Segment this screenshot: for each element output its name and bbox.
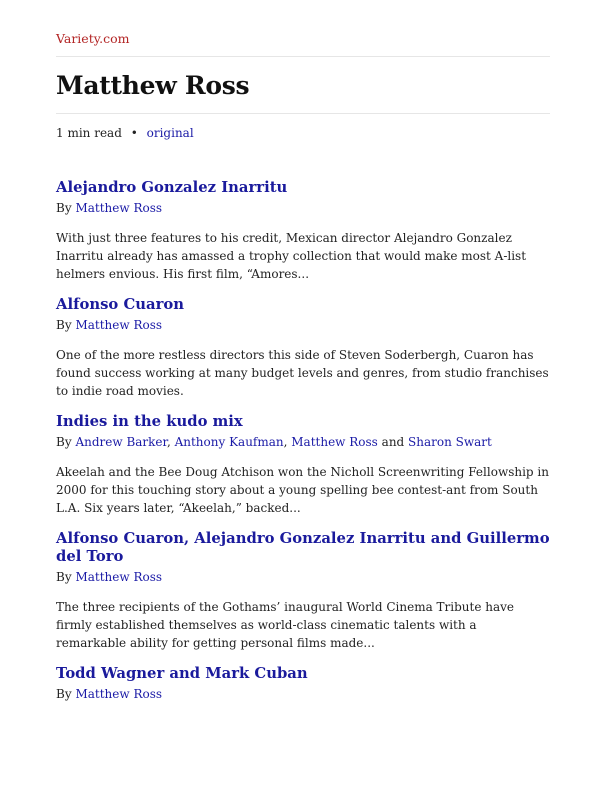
author-link[interactable]: Matthew Ross	[75, 201, 163, 215]
read-time: 1 min read	[56, 126, 122, 140]
article-list	[56, 179, 550, 702]
byline-prefix: By	[56, 687, 72, 701]
byline	[56, 434, 550, 450]
author-link[interactable]: Sharon Swart	[408, 435, 492, 449]
byline-prefix: By	[56, 318, 72, 332]
article-title-link[interactable]: Indies in the kudo mix	[56, 413, 243, 430]
byline-prefix: By	[56, 570, 72, 584]
article-title	[56, 413, 550, 431]
content-column	[56, 28, 550, 715]
header-divider	[56, 56, 550, 57]
article-excerpt: Akeelah and the Bee Doug Atchison won the Nicholl Screenwriting Fellowship in 2000 for this touching story about a young spelling bee contest-ant from South L.A. Six years later, “Akeelah,” backed...	[56, 465, 549, 515]
author-separator: and	[377, 435, 409, 449]
byline	[56, 686, 550, 702]
article-item	[56, 530, 550, 652]
article-excerpt: One of the more restless directors this side of Steven Soderbergh, Cuaron has found success working at many budget levels and genres, from studio franchises to indie road movies.	[56, 348, 549, 398]
author-separator: ,	[283, 435, 292, 449]
article-title	[56, 530, 550, 566]
article-item	[56, 665, 550, 702]
byline	[56, 200, 550, 216]
article-item	[56, 413, 550, 517]
author-link[interactable]: Matthew Ross	[75, 570, 163, 584]
article-excerpt: The three recipients of the Gothams’ inaugural World Cinema Tribute have firmly established themselves as world-class cinematic talents with a remarkable ability for getting personal films made...	[56, 600, 515, 650]
author-separator: ,	[166, 435, 175, 449]
author-link[interactable]: Matthew Ross	[291, 435, 378, 449]
meta-separator: •	[130, 126, 138, 140]
author-link[interactable]: Matthew Ross	[75, 687, 163, 701]
page-title: Matthew Ross	[56, 71, 250, 100]
site-name-link[interactable]: Variety.com	[56, 31, 130, 46]
byline-prefix: By	[56, 201, 72, 215]
article-title-link[interactable]: Alfonso Cuaron	[56, 296, 184, 313]
article-title	[56, 665, 550, 683]
article-title	[56, 179, 550, 197]
author-link[interactable]: Matthew Ross	[75, 318, 163, 332]
byline	[56, 569, 550, 585]
article-meta	[56, 125, 550, 141]
article-item	[56, 179, 550, 283]
article-title-link[interactable]: Alejandro Gonzalez Inarritu	[56, 179, 288, 196]
article-item	[56, 296, 550, 400]
byline-prefix: By	[56, 435, 72, 449]
author-link[interactable]: Anthony Kaufman	[174, 435, 284, 449]
article-excerpt: With just three features to his credit, Mexican director Alejandro Gonzalez Inarritu already has amassed a trophy collection that would make most A-list helmers envious. His first film, “Amores...	[56, 231, 527, 281]
original-link[interactable]: original	[146, 126, 194, 140]
article-title-link[interactable]: Alfonso Cuaron, Alejandro Gonzalez Inarritu and Guillermo del Toro	[56, 530, 550, 565]
article-title-link[interactable]: Todd Wagner and Mark Cuban	[56, 665, 308, 682]
article-title	[56, 296, 550, 314]
byline	[56, 317, 550, 333]
title-divider	[56, 113, 550, 114]
author-link[interactable]: Andrew Barker	[75, 435, 167, 449]
